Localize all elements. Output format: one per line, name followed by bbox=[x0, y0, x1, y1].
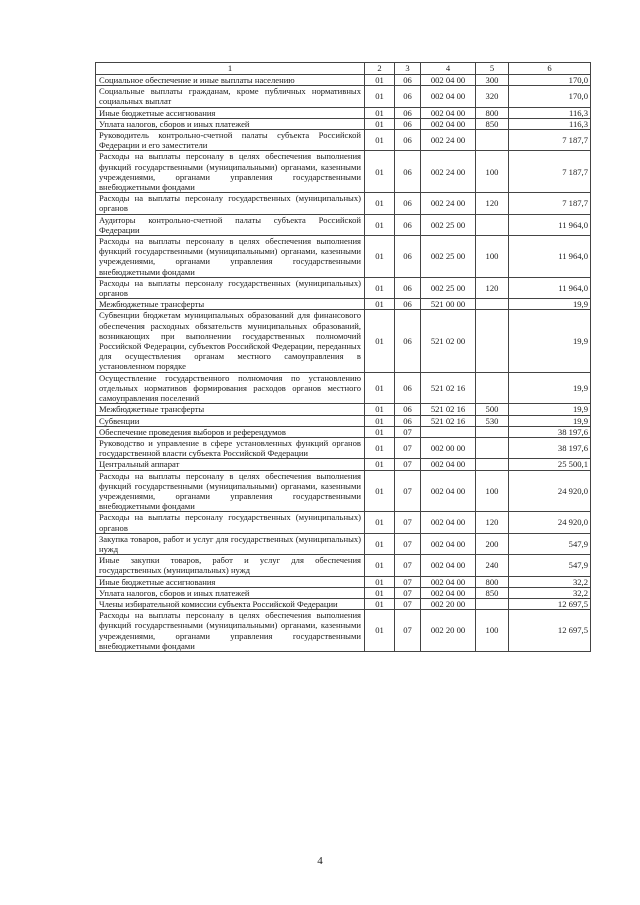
row-name: Расходы на выплаты персоналу государственных (муниципальных) органов bbox=[96, 193, 365, 214]
row-section: 01 bbox=[365, 214, 395, 235]
row-subsection: 07 bbox=[395, 598, 421, 609]
row-section: 01 bbox=[365, 310, 395, 372]
row-name: Расходы на выплаты персоналу в целях обеспечения выполнения функций государственными (муниципальными) органами, казенными учреждениями, органами управления государственными внебюджетными фондами bbox=[96, 236, 365, 278]
row-target-code: 002 04 00 bbox=[421, 86, 476, 107]
row-expense-type: 100 bbox=[476, 610, 509, 652]
row-name: Руководство и управление в сфере установленных функций органов государственной власти субъекта Российской Федерации bbox=[96, 437, 365, 458]
row-name: Осуществление государственного полномочия по установлению отдельных нормативов формирования расходов органов местного самоуправления поселений bbox=[96, 372, 365, 404]
row-expense-type bbox=[476, 372, 509, 404]
row-section: 01 bbox=[365, 118, 395, 129]
row-section: 01 bbox=[365, 437, 395, 458]
row-subsection: 07 bbox=[395, 555, 421, 576]
row-target-code: 002 04 00 bbox=[421, 470, 476, 512]
row-expense-type: 300 bbox=[476, 75, 509, 86]
row-subsection: 07 bbox=[395, 512, 421, 533]
table-row bbox=[96, 512, 591, 533]
row-target-code: 002 04 00 bbox=[421, 459, 476, 470]
row-amount: 38 197,6 bbox=[509, 437, 591, 458]
row-amount: 12 697,5 bbox=[509, 598, 591, 609]
row-target-code: 002 25 00 bbox=[421, 214, 476, 235]
row-target-code: 002 20 00 bbox=[421, 610, 476, 652]
row-subsection: 06 bbox=[395, 107, 421, 118]
row-section: 01 bbox=[365, 86, 395, 107]
row-name: Уплата налогов, сборов и иных платежей bbox=[96, 118, 365, 129]
row-section: 01 bbox=[365, 533, 395, 554]
row-section: 01 bbox=[365, 372, 395, 404]
row-expense-type: 200 bbox=[476, 533, 509, 554]
row-subsection: 06 bbox=[395, 372, 421, 404]
row-expense-type: 100 bbox=[476, 151, 509, 193]
table-row bbox=[96, 299, 591, 310]
row-name: Расходы на выплаты персоналу государственных (муниципальных) органов bbox=[96, 277, 365, 298]
table-row bbox=[96, 193, 591, 214]
row-name: Центральный аппарат bbox=[96, 459, 365, 470]
table-row bbox=[96, 151, 591, 193]
row-amount: 32,2 bbox=[509, 587, 591, 598]
row-amount: 38 197,6 bbox=[509, 426, 591, 437]
row-amount: 19,9 bbox=[509, 404, 591, 415]
row-section: 01 bbox=[365, 236, 395, 278]
row-section: 01 bbox=[365, 555, 395, 576]
row-expense-type: 100 bbox=[476, 470, 509, 512]
row-name: Уплата налогов, сборов и иных платежей bbox=[96, 587, 365, 598]
table-row bbox=[96, 236, 591, 278]
row-subsection: 06 bbox=[395, 130, 421, 151]
row-subsection: 07 bbox=[395, 576, 421, 587]
row-name: Межбюджетные трансферты bbox=[96, 299, 365, 310]
row-amount: 11 964,0 bbox=[509, 236, 591, 278]
row-name: Закупка товаров, работ и услуг для государственных (муниципальных) нужд bbox=[96, 533, 365, 554]
row-target-code: 521 00 00 bbox=[421, 299, 476, 310]
row-subsection: 07 bbox=[395, 533, 421, 554]
table-row bbox=[96, 277, 591, 298]
row-amount: 547,9 bbox=[509, 533, 591, 554]
row-target-code: 002 04 00 bbox=[421, 512, 476, 533]
row-subsection: 06 bbox=[395, 118, 421, 129]
table-row bbox=[96, 404, 591, 415]
row-expense-type: 240 bbox=[476, 555, 509, 576]
row-amount: 7 187,7 bbox=[509, 130, 591, 151]
row-target-code: 002 24 00 bbox=[421, 130, 476, 151]
row-amount: 170,0 bbox=[509, 75, 591, 86]
row-amount: 116,3 bbox=[509, 118, 591, 129]
row-name: Члены избирательной комиссии субъекта Российской Федерации bbox=[96, 598, 365, 609]
row-target-code: 002 04 00 bbox=[421, 576, 476, 587]
row-expense-type: 120 bbox=[476, 512, 509, 533]
row-section: 01 bbox=[365, 512, 395, 533]
header-cell: 6 bbox=[509, 63, 591, 75]
row-target-code: 002 20 00 bbox=[421, 598, 476, 609]
table-row bbox=[96, 372, 591, 404]
table-row bbox=[96, 598, 591, 609]
row-section: 01 bbox=[365, 130, 395, 151]
table-row bbox=[96, 310, 591, 372]
row-target-code: 002 24 00 bbox=[421, 151, 476, 193]
row-subsection: 06 bbox=[395, 277, 421, 298]
row-subsection: 06 bbox=[395, 415, 421, 426]
row-name: Расходы на выплаты персоналу государственных (муниципальных) органов bbox=[96, 512, 365, 533]
row-amount: 19,9 bbox=[509, 310, 591, 372]
row-subsection: 06 bbox=[395, 151, 421, 193]
row-amount: 19,9 bbox=[509, 415, 591, 426]
row-target-code: 521 02 16 bbox=[421, 404, 476, 415]
table-row bbox=[96, 118, 591, 129]
row-target-code: 002 04 00 bbox=[421, 587, 476, 598]
budget-table-page bbox=[95, 62, 590, 652]
row-name: Руководитель контрольно-счетной палаты субъекта Российской Федерации и его заместители bbox=[96, 130, 365, 151]
row-expense-type: 800 bbox=[476, 576, 509, 587]
row-subsection: 06 bbox=[395, 310, 421, 372]
page-number: 4 bbox=[317, 855, 323, 867]
row-expense-type bbox=[476, 598, 509, 609]
row-target-code: 002 24 00 bbox=[421, 193, 476, 214]
row-name: Иные закупки товаров, работ и услуг для обеспечения государственных (муниципальных) нужд bbox=[96, 555, 365, 576]
table-row bbox=[96, 75, 591, 86]
row-section: 01 bbox=[365, 415, 395, 426]
row-expense-type: 530 bbox=[476, 415, 509, 426]
row-name: Аудиторы контрольно-счетной палаты субъекта Российской Федерации bbox=[96, 214, 365, 235]
row-name: Субвенции бюджетам муниципальных образований для финансового обеспечения расходных обязательств муниципальных образований, возникающих при выполнении государственных полномочий Российской Федерации, субъектов Российской Федерации, переданных для осуществления органам местного самоуправления в установленном порядке bbox=[96, 310, 365, 372]
row-section: 01 bbox=[365, 299, 395, 310]
row-subsection: 06 bbox=[395, 236, 421, 278]
row-amount: 24 920,0 bbox=[509, 512, 591, 533]
row-amount: 547,9 bbox=[509, 555, 591, 576]
row-subsection: 06 bbox=[395, 299, 421, 310]
row-amount: 116,3 bbox=[509, 107, 591, 118]
table-row bbox=[96, 576, 591, 587]
row-amount: 7 187,7 bbox=[509, 151, 591, 193]
table-row bbox=[96, 459, 591, 470]
table-row bbox=[96, 610, 591, 652]
row-amount: 11 964,0 bbox=[509, 214, 591, 235]
row-subsection: 07 bbox=[395, 470, 421, 512]
row-subsection: 07 bbox=[395, 610, 421, 652]
row-target-code: 002 04 00 bbox=[421, 555, 476, 576]
row-name: Субвенции bbox=[96, 415, 365, 426]
row-target-code: 002 04 00 bbox=[421, 118, 476, 129]
row-target-code: 002 25 00 bbox=[421, 236, 476, 278]
row-expense-type bbox=[476, 459, 509, 470]
row-target-code: 521 02 16 bbox=[421, 415, 476, 426]
header-cell: 3 bbox=[395, 63, 421, 75]
row-target-code: 521 02 00 bbox=[421, 310, 476, 372]
table-row bbox=[96, 470, 591, 512]
row-expense-type: 850 bbox=[476, 118, 509, 129]
row-name: Иные бюджетные ассигнования bbox=[96, 107, 365, 118]
row-section: 01 bbox=[365, 426, 395, 437]
header-row bbox=[96, 63, 591, 75]
row-expense-type: 100 bbox=[476, 236, 509, 278]
header-cell: 4 bbox=[421, 63, 476, 75]
row-name: Социальное обеспечение и иные выплаты населению bbox=[96, 75, 365, 86]
row-subsection: 06 bbox=[395, 214, 421, 235]
table-row bbox=[96, 415, 591, 426]
row-name: Расходы на выплаты персоналу в целях обеспечения выполнения функций государственными (муниципальными) органами, казенными учреждениями, органами управления государственными внебюджетными фондами bbox=[96, 470, 365, 512]
row-target-code: 002 04 00 bbox=[421, 533, 476, 554]
row-subsection: 06 bbox=[395, 193, 421, 214]
row-name: Обеспечение проведения выборов и референдумов bbox=[96, 426, 365, 437]
row-expense-type bbox=[476, 310, 509, 372]
row-amount: 11 964,0 bbox=[509, 277, 591, 298]
row-section: 01 bbox=[365, 459, 395, 470]
row-name: Социальные выплаты гражданам, кроме публичных нормативных социальных выплат bbox=[96, 86, 365, 107]
row-target-code: 002 00 00 bbox=[421, 437, 476, 458]
row-name: Расходы на выплаты персоналу в целях обеспечения выполнения функций государственными (муниципальными) органами, казенными учреждениями, органами управления государственными внебюджетными фондами bbox=[96, 151, 365, 193]
table-row bbox=[96, 130, 591, 151]
row-section: 01 bbox=[365, 193, 395, 214]
row-target-code: 521 02 16 bbox=[421, 372, 476, 404]
row-name: Иные бюджетные ассигнования bbox=[96, 576, 365, 587]
row-amount: 19,9 bbox=[509, 299, 591, 310]
header-cell: 5 bbox=[476, 63, 509, 75]
row-expense-type: 120 bbox=[476, 277, 509, 298]
row-expense-type bbox=[476, 130, 509, 151]
row-amount: 7 187,7 bbox=[509, 193, 591, 214]
row-section: 01 bbox=[365, 598, 395, 609]
row-amount: 32,2 bbox=[509, 576, 591, 587]
row-expense-type: 120 bbox=[476, 193, 509, 214]
row-amount: 25 500,1 bbox=[509, 459, 591, 470]
row-section: 01 bbox=[365, 610, 395, 652]
row-subsection: 06 bbox=[395, 404, 421, 415]
row-section: 01 bbox=[365, 470, 395, 512]
budget-table bbox=[95, 62, 591, 652]
table-row bbox=[96, 555, 591, 576]
row-expense-type: 800 bbox=[476, 107, 509, 118]
row-name: Межбюджетные трансферты bbox=[96, 404, 365, 415]
row-subsection: 07 bbox=[395, 426, 421, 437]
table-row bbox=[96, 107, 591, 118]
row-target-code bbox=[421, 426, 476, 437]
row-amount: 170,0 bbox=[509, 86, 591, 107]
table-row bbox=[96, 86, 591, 107]
row-section: 01 bbox=[365, 75, 395, 86]
row-expense-type: 850 bbox=[476, 587, 509, 598]
header-cell: 2 bbox=[365, 63, 395, 75]
row-section: 01 bbox=[365, 587, 395, 598]
row-expense-type bbox=[476, 299, 509, 310]
row-section: 01 bbox=[365, 404, 395, 415]
table-row bbox=[96, 214, 591, 235]
row-subsection: 07 bbox=[395, 587, 421, 598]
row-section: 01 bbox=[365, 277, 395, 298]
table-row bbox=[96, 587, 591, 598]
row-section: 01 bbox=[365, 151, 395, 193]
row-expense-type: 320 bbox=[476, 86, 509, 107]
row-subsection: 07 bbox=[395, 437, 421, 458]
row-amount: 12 697,5 bbox=[509, 610, 591, 652]
row-subsection: 06 bbox=[395, 86, 421, 107]
row-subsection: 07 bbox=[395, 459, 421, 470]
table-row bbox=[96, 426, 591, 437]
row-expense-type: 500 bbox=[476, 404, 509, 415]
row-subsection: 06 bbox=[395, 75, 421, 86]
row-name: Расходы на выплаты персоналу в целях обеспечения выполнения функций государственными (муниципальными) органами, казенными учреждениями, органами управления государственными внебюджетными фондами bbox=[96, 610, 365, 652]
header-cell: 1 bbox=[96, 63, 365, 75]
row-target-code: 002 04 00 bbox=[421, 107, 476, 118]
row-expense-type bbox=[476, 214, 509, 235]
row-target-code: 002 04 00 bbox=[421, 75, 476, 86]
table-row bbox=[96, 533, 591, 554]
row-expense-type bbox=[476, 426, 509, 437]
table-row bbox=[96, 437, 591, 458]
row-section: 01 bbox=[365, 576, 395, 587]
row-amount: 19,9 bbox=[509, 372, 591, 404]
row-target-code: 002 25 00 bbox=[421, 277, 476, 298]
row-amount: 24 920,0 bbox=[509, 470, 591, 512]
row-section: 01 bbox=[365, 107, 395, 118]
row-expense-type bbox=[476, 437, 509, 458]
